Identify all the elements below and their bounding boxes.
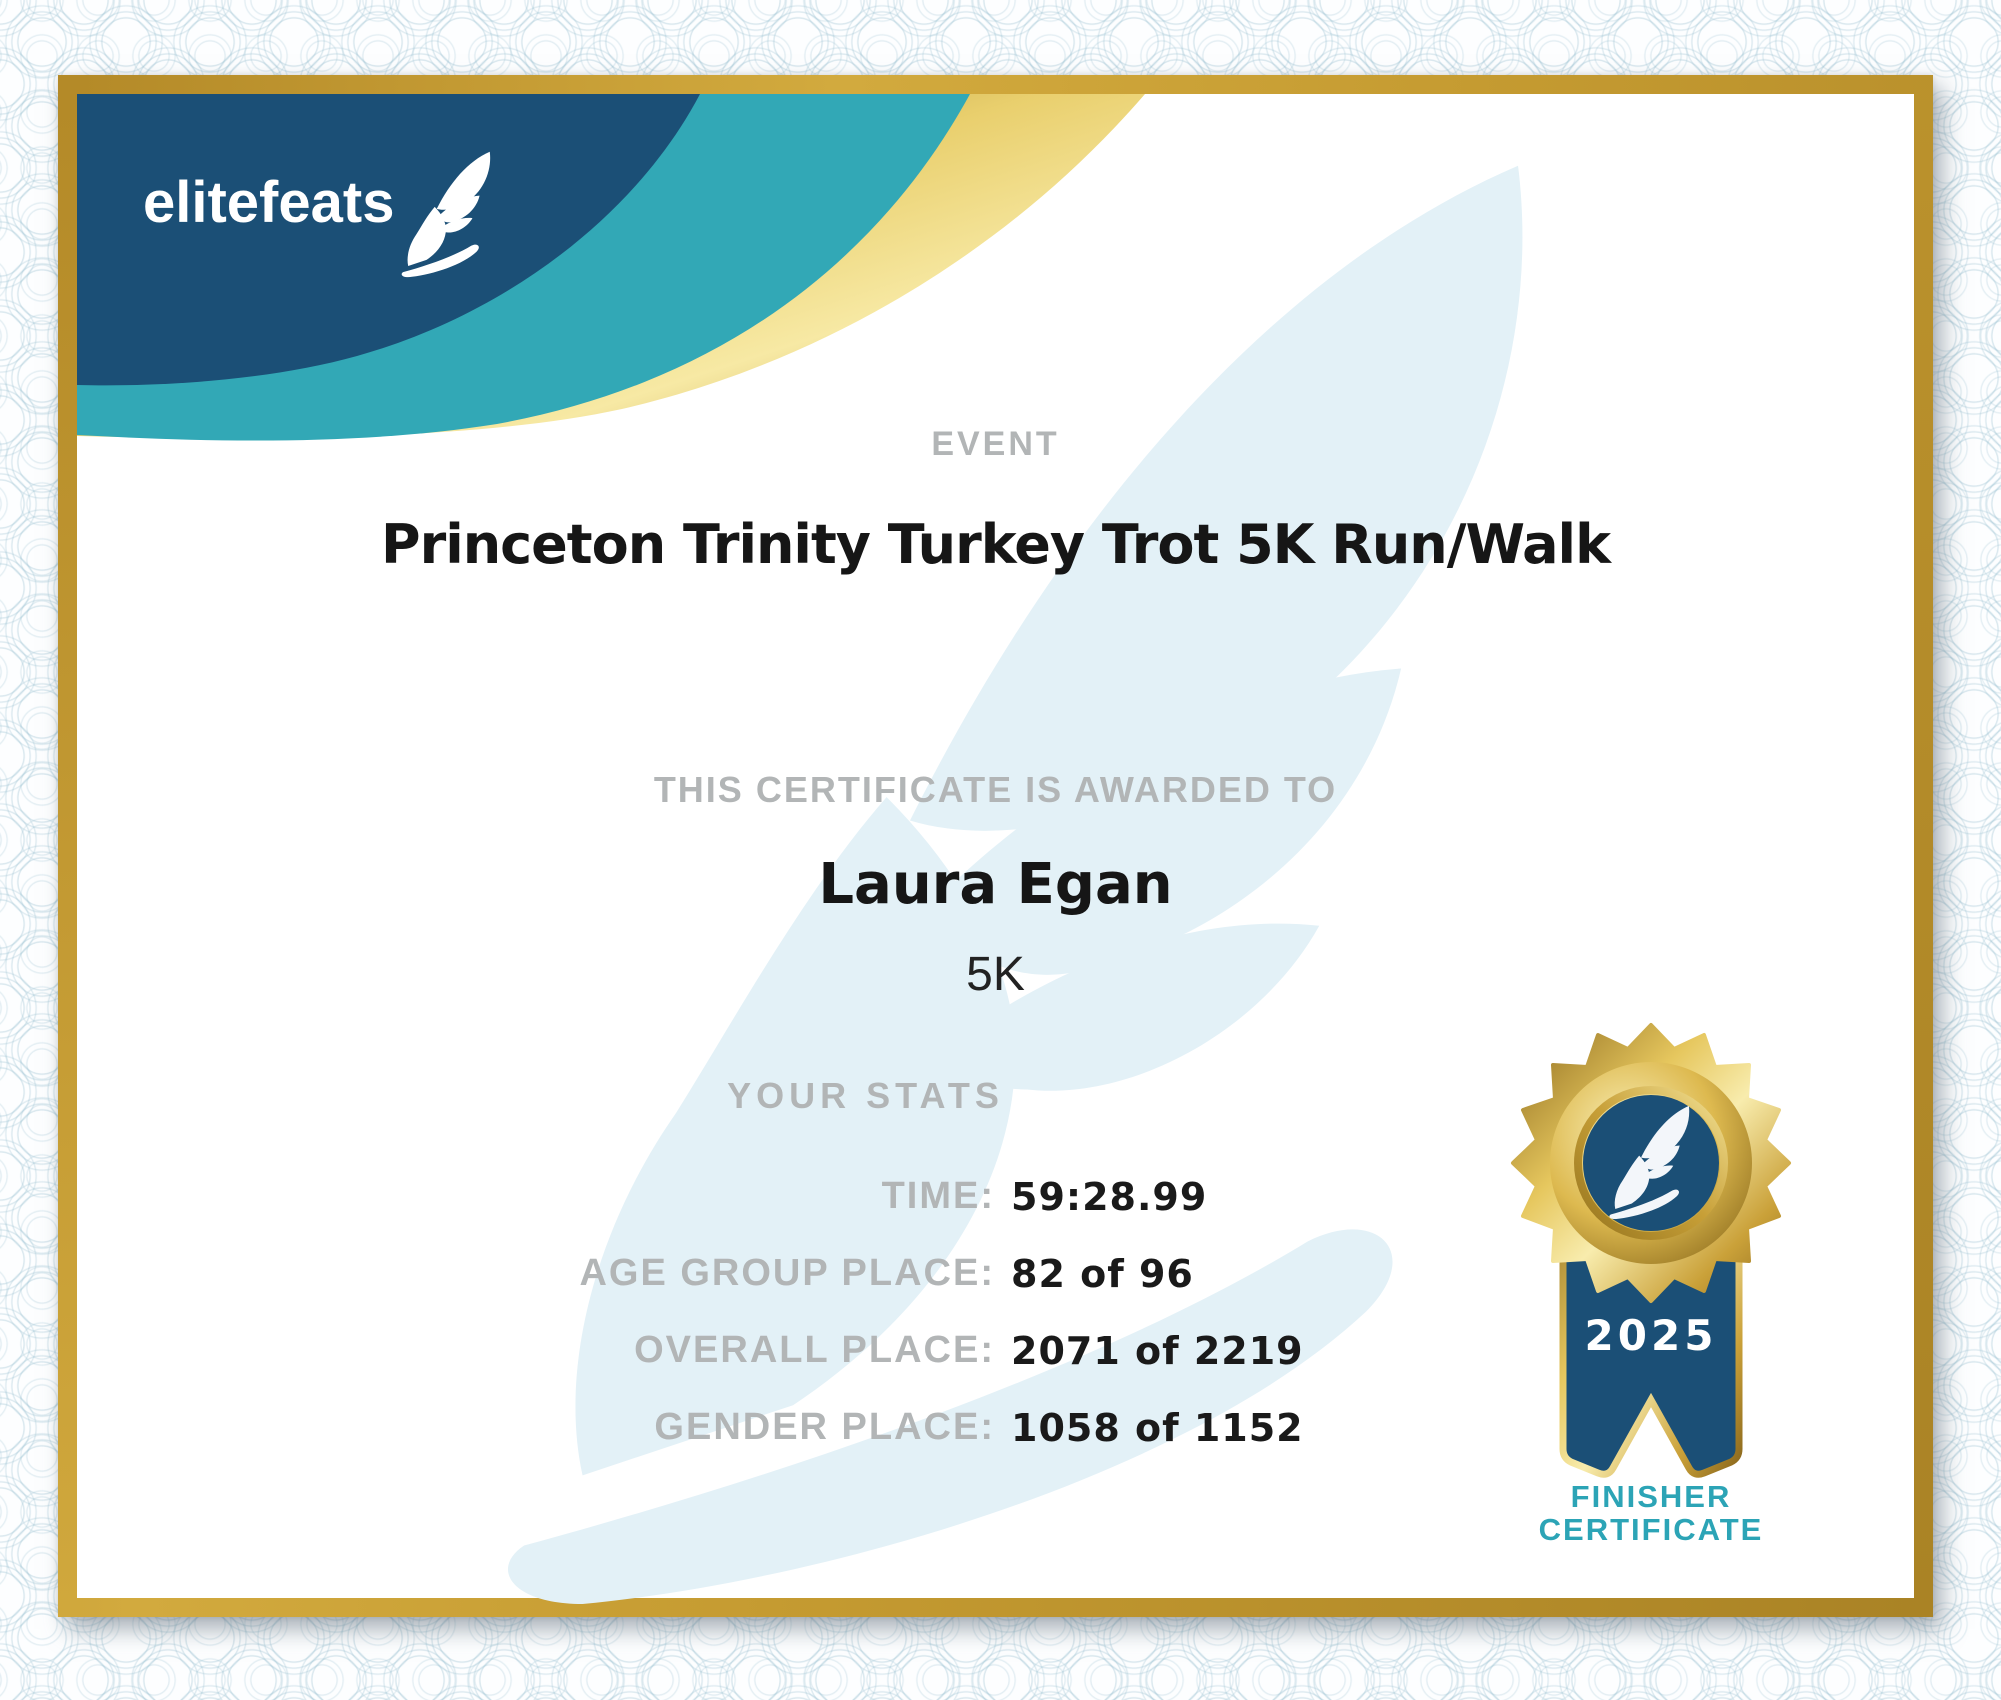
event-name: Princeton Trinity Turkey Trot 5K Run/Walk — [381, 513, 1610, 576]
stat-value: 1058 of 1152 — [1011, 1405, 1304, 1450]
stat-label: TIME: — [881, 1175, 995, 1217]
awarded-to-label: THIS CERTIFICATE IS AWARDED TO — [653, 769, 1338, 810]
brand-logo-text: elitefeats — [143, 170, 395, 235]
stat-value: 59:28.99 — [1011, 1174, 1208, 1219]
finisher-caption — [1491, 1480, 1811, 1546]
finisher-caption-line1: FINISHER — [1570, 1479, 1732, 1514]
finisher-caption-line2: CERTIFICATE — [1538, 1512, 1764, 1547]
stat-label: GENDER PLACE: — [654, 1406, 995, 1448]
stat-value: 2071 of 2219 — [1011, 1328, 1304, 1373]
stat-value: 82 of 96 — [1011, 1251, 1194, 1296]
event-label: EVENT — [931, 425, 1060, 463]
winged-foot-icon — [399, 150, 501, 278]
stat-label: OVERALL PLACE: — [634, 1329, 995, 1371]
race-distance: 5K — [966, 948, 1025, 1001]
badge-year: 2025 — [1584, 1311, 1718, 1360]
certificate-card — [58, 75, 1933, 1617]
finisher-badge — [1497, 1009, 1807, 1489]
recipient-name: Laura Egan — [818, 852, 1173, 917]
stats-section-label: YOUR STATS — [727, 1075, 1004, 1116]
stat-label: AGE GROUP PLACE: — [579, 1252, 995, 1294]
